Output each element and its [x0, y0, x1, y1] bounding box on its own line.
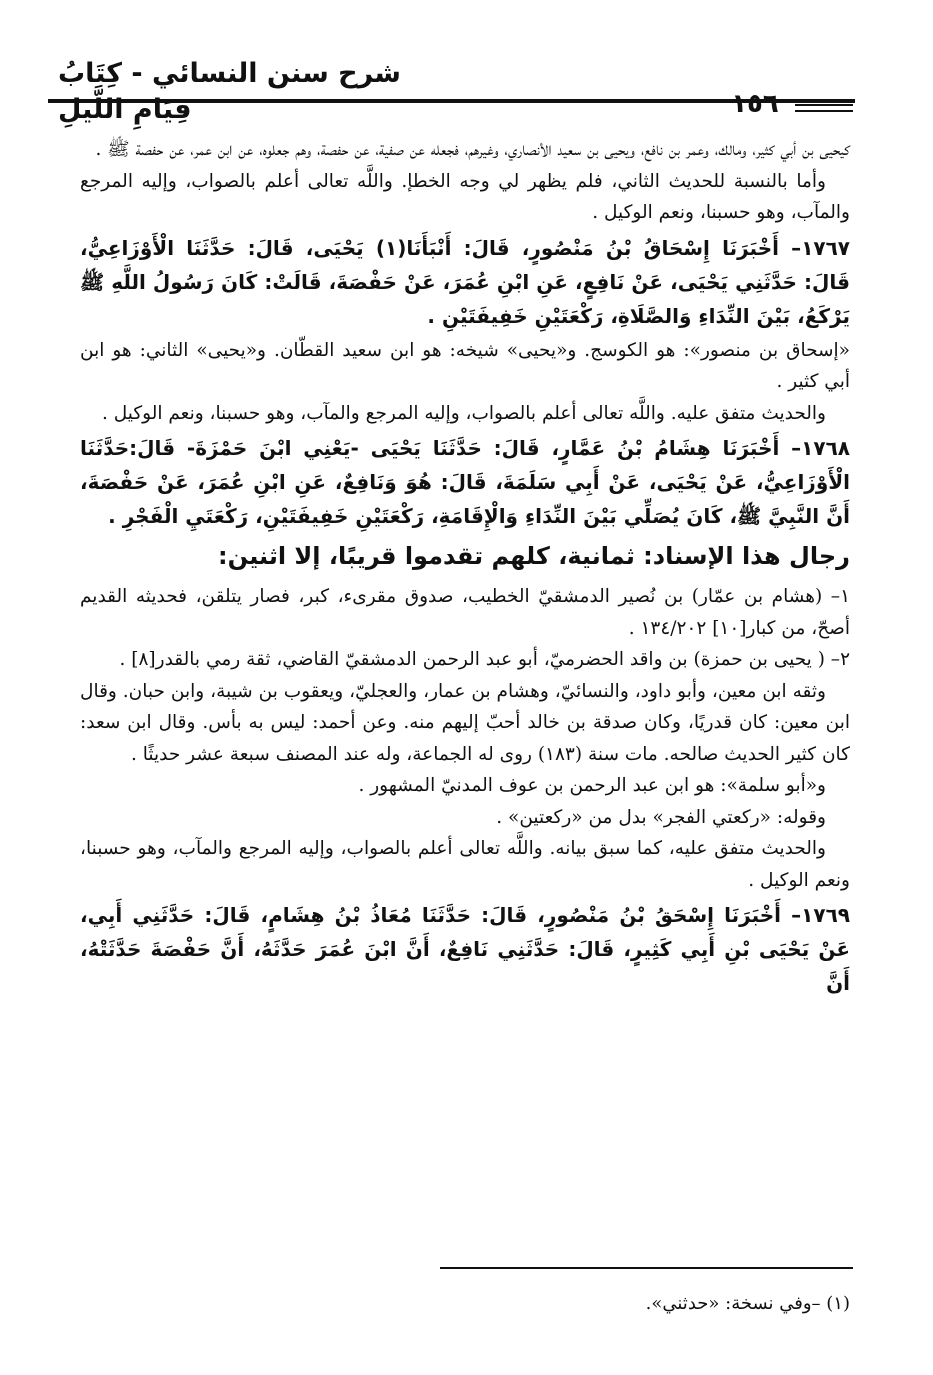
paragraph-abu-salama: و«أبو سلمة»: هو ابن عبد الرحمن بن عوف المدنيّ المشهور . [358, 775, 826, 796]
paragraph-rakatay-alfajr: وقوله: «ركعتي الفجر» بدل من «ركعتين» . [496, 806, 826, 828]
hadith-1769: ١٧٦٩– أَخْبَرَنَا إِسْحَقُ بْنُ مَنْصُورٍ، قَالَ: حَدَّثَنَا مُعَاذُ بْنُ هِشَامٍ، قَالَ: حَدَّثَنِي أَبِي، عَنْ يَحْيَى بْنِ أَبِي كَثِيرٍ، قَالَ: حَدَّثَنِي نَافِعٌ، أَنَّ ابْنَ عُمَرَ حَدَّثَهُ، أَنَّ حَفْصَةَ حَدَّثَتْهُ، أَنَّ [80, 903, 850, 995]
section-heading-isnad: رجال هذا الإسناد: ثمانية، كلهم تقدموا قريبًا، إلا اثنين: [218, 542, 850, 570]
page-number-rule-upper [795, 104, 853, 106]
page-number-rule-lower [795, 110, 853, 112]
page-number: ١٥٦ [731, 89, 779, 119]
page-body [80, 134, 850, 1002]
narrator-item-2: ٢– ( يحيى بن حمزة) بن واقد الحضرميّ، أبو عبد الرحمن الدمشقيّ القاضي، ثقة رمي بالقدر[٨] . [119, 649, 850, 670]
paragraph-tawthiq: وثقه ابن معين، وأبو داود، والنسائيّ، وهشام بن عمار، والعجليّ، ويعقوب بن شيبة، وابن حبان. وقال ابن معين: كان قدريًا، وكان صدقة بن خالد أحبّ إليهم منه. وعن أحمد: ليس به بأس. وقال ابن سعد: كان كثير الحديث صالحه. مات سنة (١٨٣) روى له الجماعة، وله عند المصنف سبعة عشر حديثًا . [80, 680, 850, 765]
paragraph-closing: والحديث متفق عليه، كما سبق بيانه. واللَّه تعالى أعلم بالصواب، وإليه المرجع والمآب، وهو حسبنا، ونعم الوكيل . [80, 838, 850, 891]
footnote: (١) –وفي نسخة: «حدثني». [645, 1293, 850, 1314]
hadith-1767: ١٧٦٧– أَخْبَرَنَا إِسْحَاقُ بْنُ مَنْصُورٍ، قَالَ: أَنْبَأَنَا(١) يَحْيَى، قَالَ: حَدَّثَنَا الْأَوْزَاعِيُّ، قَالَ: حَدَّثَنِي يَحْيَى، عَنْ نَافِعٍ، عَنِ ابْنِ عُمَرَ، عَنْ حَفْصَةَ، قَالَتْ: كَانَ رَسُولُ اللَّهِ ﷺ يَرْكَعُ، بَيْنَ النِّدَاءِ وَالصَّلَاةِ، رَكْعَتَيْنِ خَفِيفَتَيْنِ . [80, 235, 851, 328]
hadith-1768: ١٧٦٨– أَخْبَرَنَا هِشَامُ بْنُ عَمَّارٍ، قَالَ: حَدَّثَنَا يَحْيَى -يَعْنِي ابْنَ حَمْزَةَ- قَالَ:حَدَّثَنَا الْأَوْزَاعِيُّ، عَنْ يَحْيَى، عَنْ أَبِي سَلَمَةَ، قَالَ: هُوَ وَنَافِعٌ، عَنِ ابْنِ عُمَرَ، عَنْ حَفْصَةَ، أَنَّ النَّبِيَّ ﷺ، كَانَ يُصَلِّي بَيْنَ النِّدَاءِ وَالْإِقَامَةِ، رَكْعَتَيْنِ خَفِيفَتَيْنِ، رَكْعَتَيِ الْفَجْرِ . [80, 436, 850, 528]
paragraph-agreed-upon: والحديث متفق عليه. واللَّه تعالى أعلم بالصواب، وإليه المرجع والمآب، وهو حسبنا، ونعم الوكيل . [101, 402, 826, 424]
narrator-item-1: ١– (هشام بن عمّار) بن نُصير الدمشقيّ الخطيب، صدوق مقرىء، كبر، فصار يتلقن، فحديثه القديم أصحّ، من كبار[١٠] ١٣٤/٢٠٢ . [80, 586, 850, 639]
footnote-rule [440, 1267, 853, 1269]
running-header-title: شرح سنن النسائي - كِتَابُ قِيَامِ اللَّيلِ [58, 58, 401, 125]
paragraph-narrators: كيحيى بن أبي كثير، ومالك، وعمر بن نافع، ويحيى بن سعيد الأنصاري، وغيرهم، فجعله عن صفية، عن حفصة، وهم جعلوه، عن ابن عمر، عن حفصة ﷺ . [95, 139, 850, 160]
paragraph-second-hadith-note: وأما بالنسبة للحديث الثاني، فلم يظهر لي وجه الخطإ. واللَّه تعالى أعلم بالصواب، وإليه المرجع والمآب، وهو حسبنا، ونعم الوكيل . [80, 170, 850, 223]
paragraph-narrator-identification: «إسحاق بن منصور»: هو الكوسج. و«يحيى» شيخه: هو ابن سعيد القطّان. و«يحيى» الثاني: هو ابن أبي كثير . [80, 339, 850, 392]
